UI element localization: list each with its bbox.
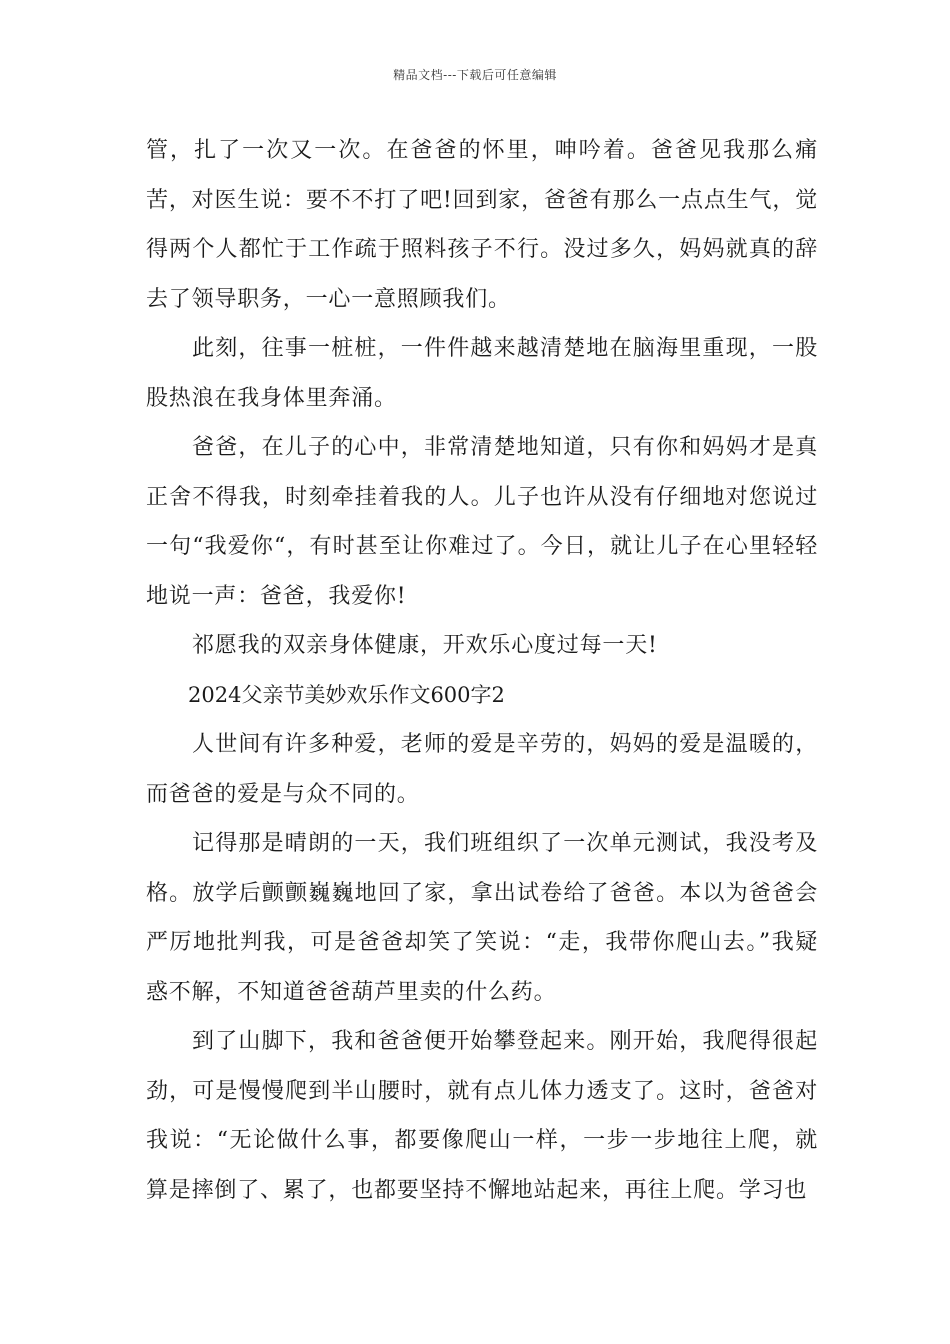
- paragraph: 爸爸，在儿子的心中，非常清楚地知道，只有你和妈妈才是真正舍不得我，时刻牵挂着我的人。儿子也许从没有仔细地对您说过一句“我爱你“，有时甚至让你难过了。今日，就让儿子在心里轻轻地说一声：爸爸，我爱你!: [146, 435, 818, 609]
- paragraph: 记得那是晴朗的一天，我们班组织了一次单元测试，我没考及格。放学后颤颤巍巍地回了家，拿出试卷给了爸爸。本以为爸爸会严厉地批判我，可是爸爸却笑了笑说：“走，我带你爬山去。”我疑惑不解，不知道爸爸葫芦里卖的什么药。: [146, 831, 818, 1005]
- paragraph: 此刻，往事一桩桩，一件件越来越清楚地在脑海里重现，一股股热浪在我身体里奔涌。: [146, 336, 818, 411]
- essay-title: 2024父亲节美妙欢乐作文600字2: [188, 682, 505, 707]
- document-body: [146, 126, 818, 1215]
- paragraph: 人世间有许多种爱，老师的爱是辛劳的，妈妈的爱是温暖的，而爸爸的爱是与众不同的。: [146, 732, 818, 807]
- page-header: 精品文档---下载后可任意编辑: [393, 68, 557, 82]
- paragraph: 到了山脚下，我和爸爸便开始攀登起来。刚开始，我爬得很起劲，可是慢慢爬到半山腰时，就有点儿体力透支了。这时，爸爸对我说：“无论做什么事，都要像爬山一样，一步一步地往上爬，就算是摔倒了、累了，也都要坚持不懈地站起来，再往上爬。学习也: [146, 1029, 818, 1203]
- paragraph-continued: 管，扎了一次又一次。在爸爸的怀里，呻吟着。爸爸见我那么痛苦，对医生说：要不不打了吧!回到家，爸爸有那么一点点生气，觉得两个人都忙于工作疏于照料孩子不行。没过多久，妈妈就真的辞去了领导职务，一心一意照顾我们。: [146, 138, 818, 312]
- paragraph: 祁愿我的双亲身体健康，开欢乐心度过每一天!: [192, 633, 658, 658]
